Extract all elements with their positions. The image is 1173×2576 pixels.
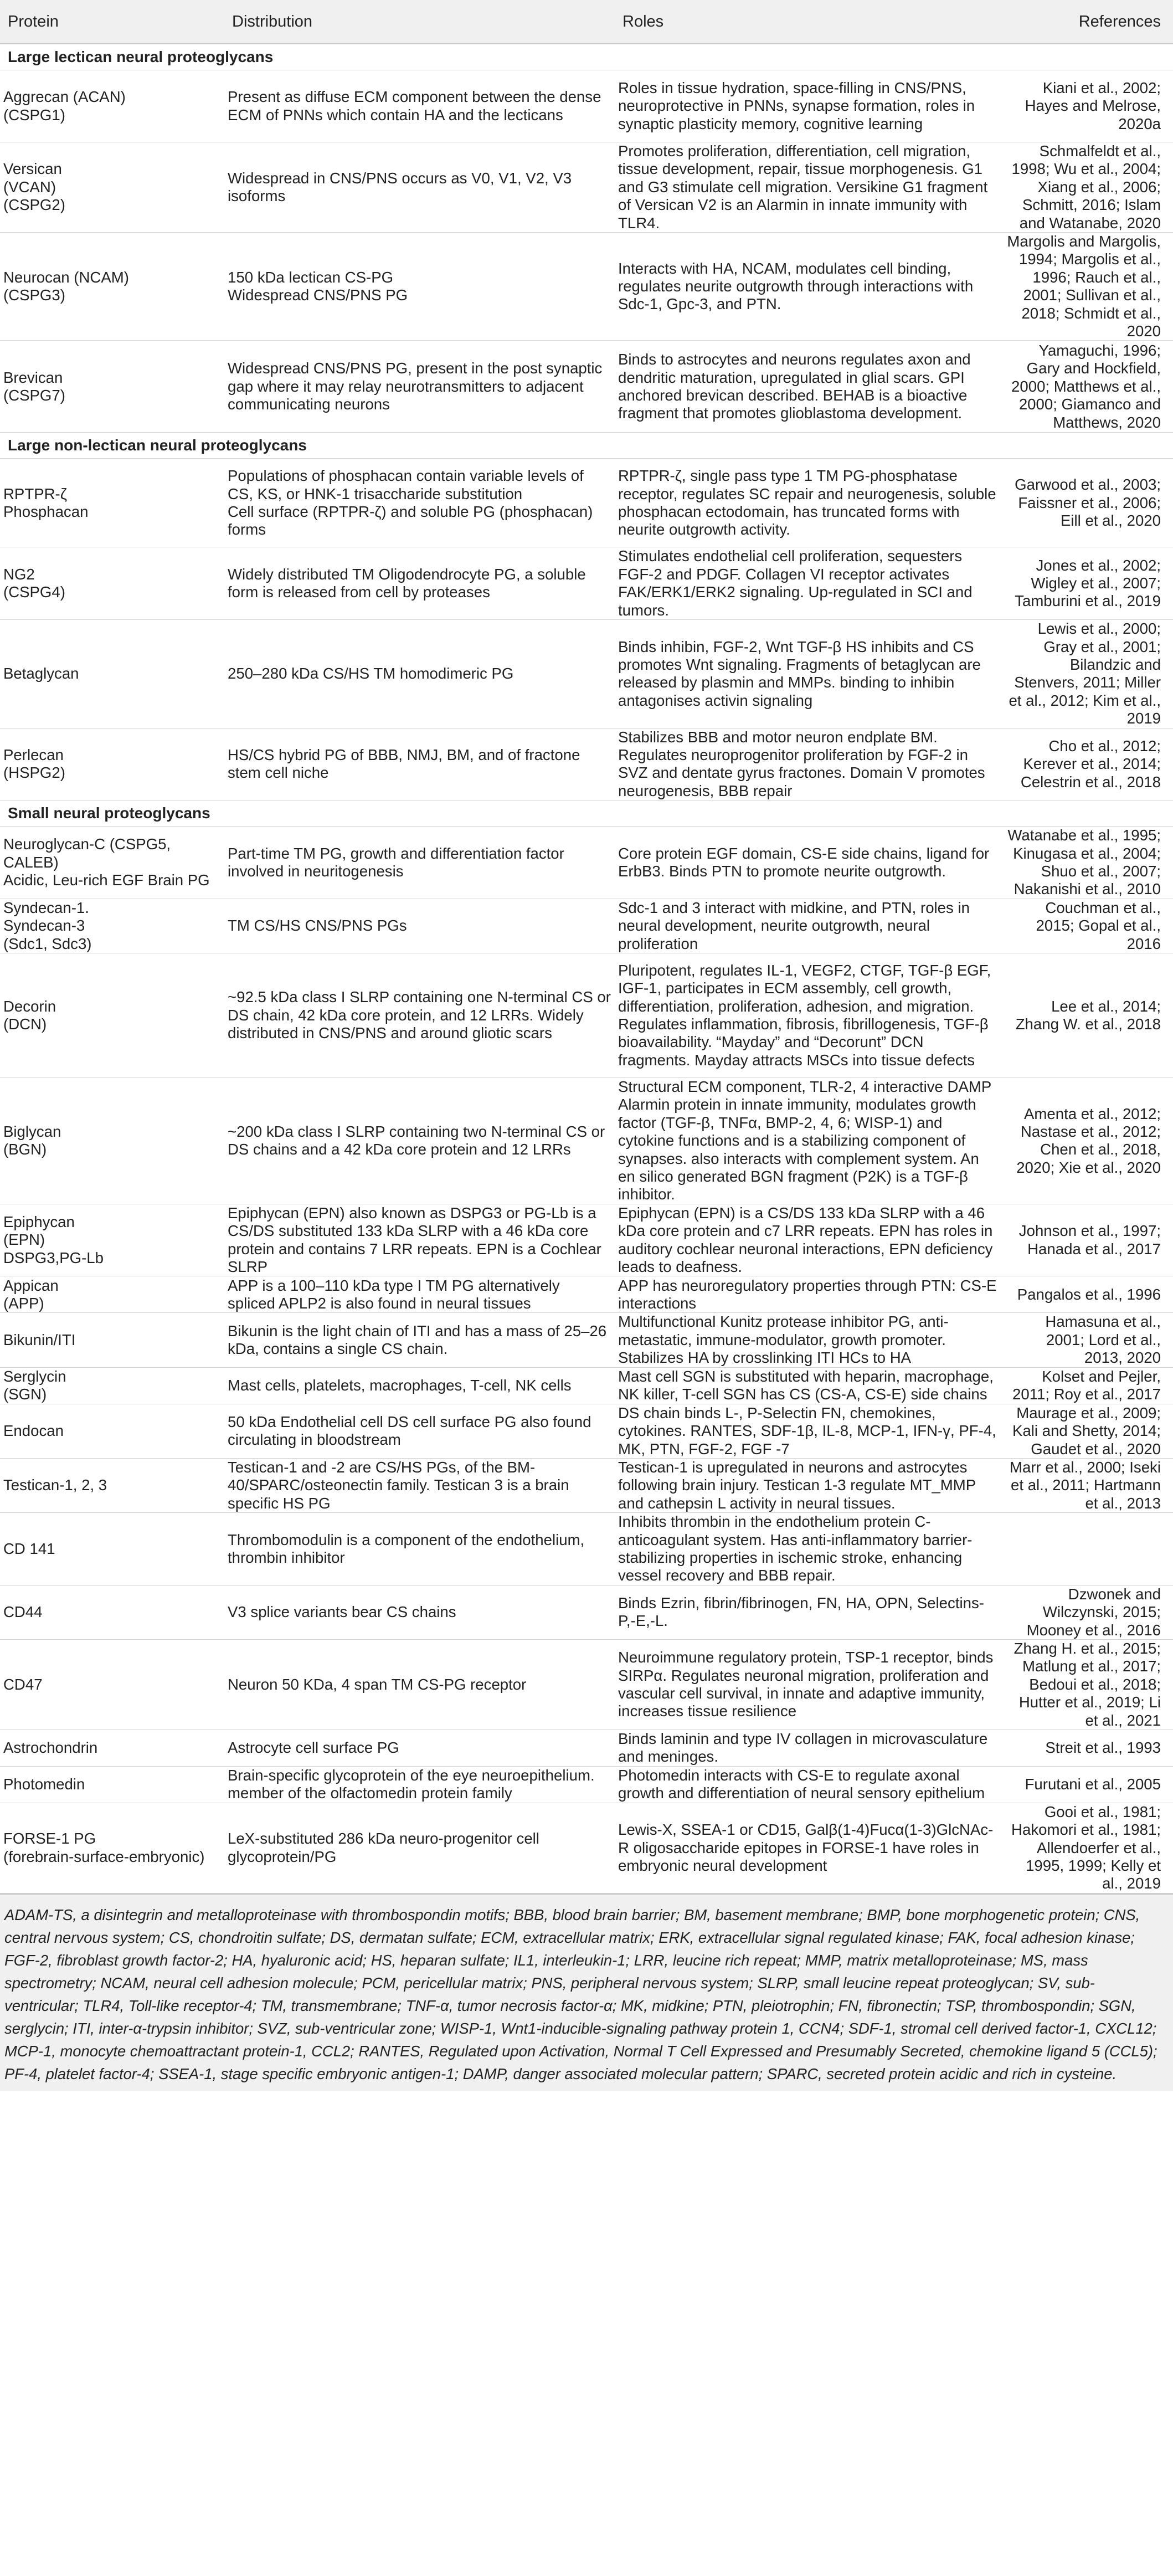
roles-cell: Inhibits thrombin in the endothelium protein C-anticoagulant system. Has anti-inflammatory barrier-stabilizing properties in ischemic stroke, enhancing vessel recovery and BBB repair. — [615, 1513, 1002, 1585]
distribution-cell: 150 kDa lectican CS-PG Widespread CNS/PNS PG — [224, 233, 615, 341]
protein-cell: Aggrecan (ACAN) (CSPG1) — [0, 70, 224, 142]
roles-cell: Binds laminin and type IV collagen in microvasculature and meninges. — [615, 1730, 1002, 1767]
protein-cell: Betaglycan — [0, 620, 224, 728]
roles-cell: Lewis-X, SSEA-1 or CD15, Galβ(1-4)Fucα(1-3)GlcNAc-R oligosaccharide epitopes in FORSE-1 have roles in embryonic neural development — [615, 1803, 1002, 1893]
distribution-cell: APP is a 100–110 kDa type I TM PG alternatively spliced APLP2 is also found in neural tissues — [224, 1276, 615, 1313]
references-cell: Cho et al., 2012; Kerever et al., 2014; Celestrin et al., 2018 — [1002, 728, 1173, 800]
table-row — [0, 1730, 1173, 1767]
protein-cell: Testican-1, 2, 3 — [0, 1458, 224, 1512]
distribution-cell: ~200 kDa class I SLRP containing two N-terminal CS or DS chains and a 42 kDa core protein and 12 LRRs — [224, 1078, 615, 1204]
roles-cell: Core protein EGF domain, CS-E side chains, ligand for ErbB3. Binds PTN to promote neurite outgrowth. — [615, 827, 1002, 899]
roles-cell: Roles in tissue hydration, space-filling in CNS/PNS, neuroprotective in PNNs, synapse formation, roles in synaptic plasticity memory, cognitive learning — [615, 70, 1002, 142]
references-cell — [1002, 1513, 1173, 1585]
roles-cell: APP has neuroregulatory properties through PTN: CS-E interactions — [615, 1276, 1002, 1313]
protein-cell: Perlecan (HSPG2) — [0, 728, 224, 800]
references-cell: Jones et al., 2002; Wigley et al., 2007; Tamburini et al., 2019 — [1002, 547, 1173, 620]
protein-cell: RPTPR-ζ Phosphacan — [0, 459, 224, 547]
header-protein: Protein — [0, 0, 224, 44]
table-row — [0, 1513, 1173, 1585]
protein-cell: Brevican (CSPG7) — [0, 341, 224, 433]
protein-cell: FORSE-1 PG (forebrain-surface-embryonic) — [0, 1803, 224, 1893]
roles-cell: Testican-1 is upregulated in neurons and astrocytes following brain injury. Testican 1-3 regulate MT_MMP and cathepsin L activity in neural tissues. — [615, 1458, 1002, 1512]
table-row — [0, 547, 1173, 620]
distribution-cell: Epiphycan (EPN) also known as DSPG3 or PG-Lb is a CS/DS substituted 133 kDa SLRP with a 46 kDa core protein and contains 7 LRR repeats. EPN is a Cochlear SLRP — [224, 1204, 615, 1276]
distribution-cell: LeX-substituted 286 kDa neuro-progenitor cell glycoprotein/PG — [224, 1803, 615, 1893]
protein-cell: Endocan — [0, 1404, 224, 1458]
distribution-cell: V3 splice variants bear CS chains — [224, 1585, 615, 1639]
section-header-row — [0, 800, 1173, 827]
table-row — [0, 1078, 1173, 1204]
roles-cell: Promotes proliferation, differentiation, cell migration, tissue development, repair, tissue morphogenesis. G1 and G3 stimulate cell migration. Versikine G1 fragment of Versican V2 is an Alarmin in innate immunity with TLR4. — [615, 142, 1002, 233]
protein-cell: CD44 — [0, 1585, 224, 1639]
distribution-cell: Neuron 50 KDa, 4 span TM CS-PG receptor — [224, 1639, 615, 1730]
references-cell: Dzwonek and Wilczynski, 2015; Mooney et al., 2016 — [1002, 1585, 1173, 1639]
references-cell: Watanabe et al., 1995; Kinugasa et al., 2004; Shuo et al., 2007; Nakanishi et al., 2010 — [1002, 827, 1173, 899]
references-cell: Lee et al., 2014; Zhang W. et al., 2018 — [1002, 953, 1173, 1078]
references-cell: Kolset and Pejler, 2011; Roy et al., 2017 — [1002, 1367, 1173, 1404]
distribution-cell: HS/CS hybrid PG of BBB, NMJ, BM, and of fractone stem cell niche — [224, 728, 615, 800]
section-title: Large non-lectican neural proteoglycans — [0, 433, 1173, 459]
section-header-row — [0, 44, 1173, 70]
table-row — [0, 1766, 1173, 1803]
roles-cell: Binds inhibin, FGF-2, Wnt TGF-β HS inhibits and CS promotes Wnt signaling. Fragments of betaglycan are released by plasmin and MMPs. binding to inhibin antagonises activin signaling — [615, 620, 1002, 728]
table-row — [0, 233, 1173, 341]
distribution-cell: Widespread in CNS/PNS occurs as V0, V1, V2, V3 isoforms — [224, 142, 615, 233]
references-cell: Johnson et al., 1997; Hanada et al., 2017 — [1002, 1204, 1173, 1276]
table-row — [0, 70, 1173, 142]
distribution-cell: Brain-specific glycoprotein of the eye neuroepithelium. member of the olfactomedin protein family — [224, 1766, 615, 1803]
references-cell: Garwood et al., 2003; Faissner et al., 2006; Eill et al., 2020 — [1002, 459, 1173, 547]
table-row — [0, 1404, 1173, 1458]
distribution-cell: Thrombomodulin is a component of the endothelium, thrombin inhibitor — [224, 1513, 615, 1585]
roles-cell: Binds Ezrin, fibrin/fibrinogen, FN, HA, OPN, Selectins-P,-E,-L. — [615, 1585, 1002, 1639]
protein-cell: CD47 — [0, 1639, 224, 1730]
protein-cell: Appican (APP) — [0, 1276, 224, 1313]
section-title: Small neural proteoglycans — [0, 800, 1173, 827]
distribution-cell: ~92.5 kDa class I SLRP containing one N-terminal CS or DS chain, 42 kDa core protein, and 12 LRRs. Widely distributed in CNS/PNS and around gliotic scars — [224, 953, 615, 1078]
roles-cell: Binds to astrocytes and neurons regulates axon and dendritic maturation, upregulated in glial scars. GPI anchored brevican described. BEHAB is a bioactive fragment that promotes glioblastoma development. — [615, 341, 1002, 433]
section-header-row — [0, 433, 1173, 459]
protein-cell: Versican (VCAN) (CSPG2) — [0, 142, 224, 233]
table-row — [0, 142, 1173, 233]
references-cell: Lewis et al., 2000; Gray et al., 2001; Bilandzic and Stenvers, 2011; Miller et al., 2012; Kim et al., 2019 — [1002, 620, 1173, 728]
table-footnote: ADAM-TS, a disintegrin and metalloproteinase with thrombospondin motifs; BBB, blood brain barrier; BM, basement membrane; BMP, bone morphogenetic protein; CNS, central nervous system; CS, chondroitin sulfate; DS, dermatan sulfate; ECM, extracellular matrix; ERK, extracellular signal regulated kinase; FAK, focal adhesion kinase; FGF-2, fibroblast growth factor-2; HA, hyaluronic acid; HS, heparan sulfate; IL1, interleukin-1; LRR, leucine rich repeat; MMP, matrix metalloproteinase; MS, mass spectrometry; NCAM, neural cell adhesion molecule; PCM, pericellular matrix; PNS, peripheral nervous system; SLRP, small leucine repeat proteoglycan; SV, sub-ventricular; TLR4, Toll-like receptor-4; TM, transmembrane; TNF-α, tumor necrosis factor-α; MK, midkine; PTN, pleiotrophin; FN, fibronectin; TSP, thrombospondin; SGN, serglycin; ITI, inter-α-trypsin inhibitor; SVZ, sub-ventricular zone; WISP-1, Wnt1-inducible-signaling pathway protein 1, CCN4; SDF-1, stromal cell derived factor-1, CXCL12; MCP-1, monocyte chemoattractant protein-1, CCL2; RANTES, Regulated upon Activation, Normal T Cell Expressed and Presumably Secreted, chemokine ligand 5 (CCL5); PF-4, platelet factor-4; SSEA-1, stage specific embryonic antigen-1; DAMP, danger associated molecular pattern; SPARC, secreted protein acidic and rich in cysteine. — [0, 1893, 1173, 2091]
table-row — [0, 1585, 1173, 1639]
protein-cell: NG2 (CSPG4) — [0, 547, 224, 620]
roles-cell: Mast cell SGN is substituted with heparin, macrophage, NK killer, T-cell SGN has CS (CS-A, CS-E) side chains — [615, 1367, 1002, 1404]
distribution-cell: Widely distributed TM Oligodendrocyte PG, a soluble form is released from cell by proteases — [224, 547, 615, 620]
table-row — [0, 1639, 1173, 1730]
references-cell: Maurage et al., 2009; Kali and Shetty, 2014; Gaudet et al., 2020 — [1002, 1404, 1173, 1458]
references-cell: Furutani et al., 2005 — [1002, 1766, 1173, 1803]
roles-cell: Structural ECM component, TLR-2, 4 interactive DAMP Alarmin protein in innate immunity, modulates growth factor (TGF-β, TNFα, BMP-2, 4, 6; WISP-1) and cytokine functions and is a stabilizing component of synapses. also interacts with complement system. An en silico generated BGN fragment (P2K) is a TGF-β inhibitor. — [615, 1078, 1002, 1204]
distribution-cell: Widespread CNS/PNS PG, present in the post synaptic gap where it may relay neurotransmitters to adjacent communicating neurons — [224, 341, 615, 433]
table-row — [0, 1803, 1173, 1893]
distribution-cell: 250–280 kDa CS/HS TM homodimeric PG — [224, 620, 615, 728]
table-row — [0, 620, 1173, 728]
distribution-cell: Mast cells, platelets, macrophages, T-cell, NK cells — [224, 1367, 615, 1404]
protein-cell: Decorin (DCN) — [0, 953, 224, 1078]
header-distribution: Distribution — [224, 0, 615, 44]
table-row — [0, 827, 1173, 899]
roles-cell: DS chain binds L-, P-Selectin FN, chemokines, cytokines. RANTES, SDF-1β, IL-8, MCP-1, IFN-γ, PF-4, MK, PTN, FGF-2, FGF -7 — [615, 1404, 1002, 1458]
protein-cell: Bikunin/ITI — [0, 1313, 224, 1367]
roles-cell: Stabilizes BBB and motor neuron endplate BM. Regulates neuroprogenitor proliferation by FGF-2 in SVZ and dentate gyrus fractones. Domain V promotes neurogenesis, BBB repair — [615, 728, 1002, 800]
distribution-cell: Part-time TM PG, growth and differentiation factor involved in neuritogenesis — [224, 827, 615, 899]
table-header-row — [0, 0, 1173, 44]
table-body — [0, 44, 1173, 1893]
table-row — [0, 1276, 1173, 1313]
table-row — [0, 1313, 1173, 1367]
distribution-cell: 50 kDa Endothelial cell DS cell surface PG also found circulating in bloodstream — [224, 1404, 615, 1458]
references-cell: Yamaguchi, 1996; Gary and Hockfield, 2000; Matthews et al., 2000; Giamanco and Matthews, 2020 — [1002, 341, 1173, 433]
protein-cell: Neuroglycan-C (CSPG5, CALEB) Acidic, Leu-rich EGF Brain PG — [0, 827, 224, 899]
roles-cell: Epiphycan (EPN) is a CS/DS 133 kDa SLRP with a 46 kDa core protein and c7 LRR repeats. EPN has roles in auditory cochlear neuronal interactions, EPN deficiency leads to deafness. — [615, 1204, 1002, 1276]
references-cell: Streit et al., 1993 — [1002, 1730, 1173, 1767]
references-cell: Pangalos et al., 1996 — [1002, 1276, 1173, 1313]
protein-cell: Epiphycan (EPN) DSPG3,PG-Lb — [0, 1204, 224, 1276]
distribution-cell: Testican-1 and -2 are CS/HS PGs, of the BM-40/SPARC/osteonectin family. Testican 3 is a brain specific HS PG — [224, 1458, 615, 1512]
protein-cell: Astrochondrin — [0, 1730, 224, 1767]
references-cell: Hamasuna et al., 2001; Lord et al., 2013, 2020 — [1002, 1313, 1173, 1367]
table-row — [0, 953, 1173, 1078]
table-row — [0, 1458, 1173, 1512]
table-row — [0, 1204, 1173, 1276]
roles-cell: Multifunctional Kunitz protease inhibitor PG, anti-metastatic, immune-modulator, growth promoter. Stabilizes HA by crosslinking ITI HCs to HA — [615, 1313, 1002, 1367]
references-cell: Zhang H. et al., 2015; Matlung et al., 2017; Bedoui et al., 2018; Hutter et al., 2019; Li et al., 2021 — [1002, 1639, 1173, 1730]
table-row — [0, 728, 1173, 800]
roles-cell: Sdc-1 and 3 interact with midkine, and PTN, roles in neural development, neurite outgrowth, neural proliferation — [615, 899, 1002, 953]
roles-cell: Interacts with HA, NCAM, modulates cell binding, regulates neurite outgrowth through interactions with Sdc-1, Gpc-3, and PTN. — [615, 233, 1002, 341]
distribution-cell: Astrocyte cell surface PG — [224, 1730, 615, 1767]
distribution-cell: Populations of phosphacan contain variable levels of CS, KS, or HNK-1 trisaccharide substitution Cell surface (RPTPR-ζ) and soluble PG (phosphacan) forms — [224, 459, 615, 547]
roles-cell: Photomedin interacts with CS-E to regulate axonal growth and differentiation of neural sensory epithelium — [615, 1766, 1002, 1803]
references-cell: Gooi et al., 1981; Hakomori et al., 1981; Allendoerfer et al., 1995, 1999; Kelly et al., 2019 — [1002, 1803, 1173, 1893]
table-row — [0, 899, 1173, 953]
protein-cell: Serglycin (SGN) — [0, 1367, 224, 1404]
table-row — [0, 1367, 1173, 1404]
header-roles: Roles — [615, 0, 1002, 44]
section-title: Large lectican neural proteoglycans — [0, 44, 1173, 70]
references-cell: Kiani et al., 2002; Hayes and Melrose, 2020a — [1002, 70, 1173, 142]
references-cell: Amenta et al., 2012; Nastase et al., 2012; Chen et al., 2018, 2020; Xie et al., 2020 — [1002, 1078, 1173, 1204]
roles-cell: Neuroimmune regulatory protein, TSP-1 receptor, binds SIRPα. Regulates neuronal migration, proliferation and vascular cell survival, in innate and adaptive immunity, increases tissue resilience — [615, 1639, 1002, 1730]
protein-cell: Biglycan (BGN) — [0, 1078, 224, 1204]
protein-cell: Neurocan (NCAM) (CSPG3) — [0, 233, 224, 341]
table-row — [0, 341, 1173, 433]
references-cell: Couchman et al., 2015; Gopal et al., 2016 — [1002, 899, 1173, 953]
references-cell: Schmalfeldt et al., 1998; Wu et al., 2004; Xiang et al., 2006; Schmitt, 2016; Islam and Watanabe, 2020 — [1002, 142, 1173, 233]
protein-cell: Photomedin — [0, 1766, 224, 1803]
roles-cell: Stimulates endothelial cell proliferation, sequesters FGF-2 and PDGF. Collagen VI receptor activates FAK/ERK1/ERK2 signaling. Up-regulated in SCI and tumors. — [615, 547, 1002, 620]
roles-cell: RPTPR-ζ, single pass type 1 TM PG-phosphatase receptor, regulates SC repair and neurogenesis, soluble phosphacan ectodomain, has truncated forms with neurite outgrowth activity. — [615, 459, 1002, 547]
header-references: References — [1002, 0, 1173, 44]
table-row — [0, 459, 1173, 547]
references-cell: Marr et al., 2000; Iseki et al., 2011; Hartmann et al., 2013 — [1002, 1458, 1173, 1512]
protein-cell: Syndecan-1. Syndecan-3 (Sdc1, Sdc3) — [0, 899, 224, 953]
distribution-cell: TM CS/HS CNS/PNS PGs — [224, 899, 615, 953]
references-cell: Margolis and Margolis, 1994; Margolis et al., 1996; Rauch et al., 2001; Sullivan et al., 2018; Schmidt et al., 2020 — [1002, 233, 1173, 341]
distribution-cell: Present as diffuse ECM component between the dense ECM of PNNs which contain HA and the lecticans — [224, 70, 615, 142]
roles-cell: Pluripotent, regulates IL-1, VEGF2, CTGF, TGF-β EGF, IGF-1, participates in ECM assembly, cell growth, differentiation, proliferation, adhesion, and migration. Regulates inflammation, fibrosis, fibrillogenesis, TGF-β bioavailability. “Mayday” and “Decorunt” DCN fragments. Mayday attracts MSCs into tissue defects — [615, 953, 1002, 1078]
distribution-cell: Bikunin is the light chain of ITI and has a mass of 25–26 kDa, contains a single CS chain. — [224, 1313, 615, 1367]
protein-cell: CD 141 — [0, 1513, 224, 1585]
